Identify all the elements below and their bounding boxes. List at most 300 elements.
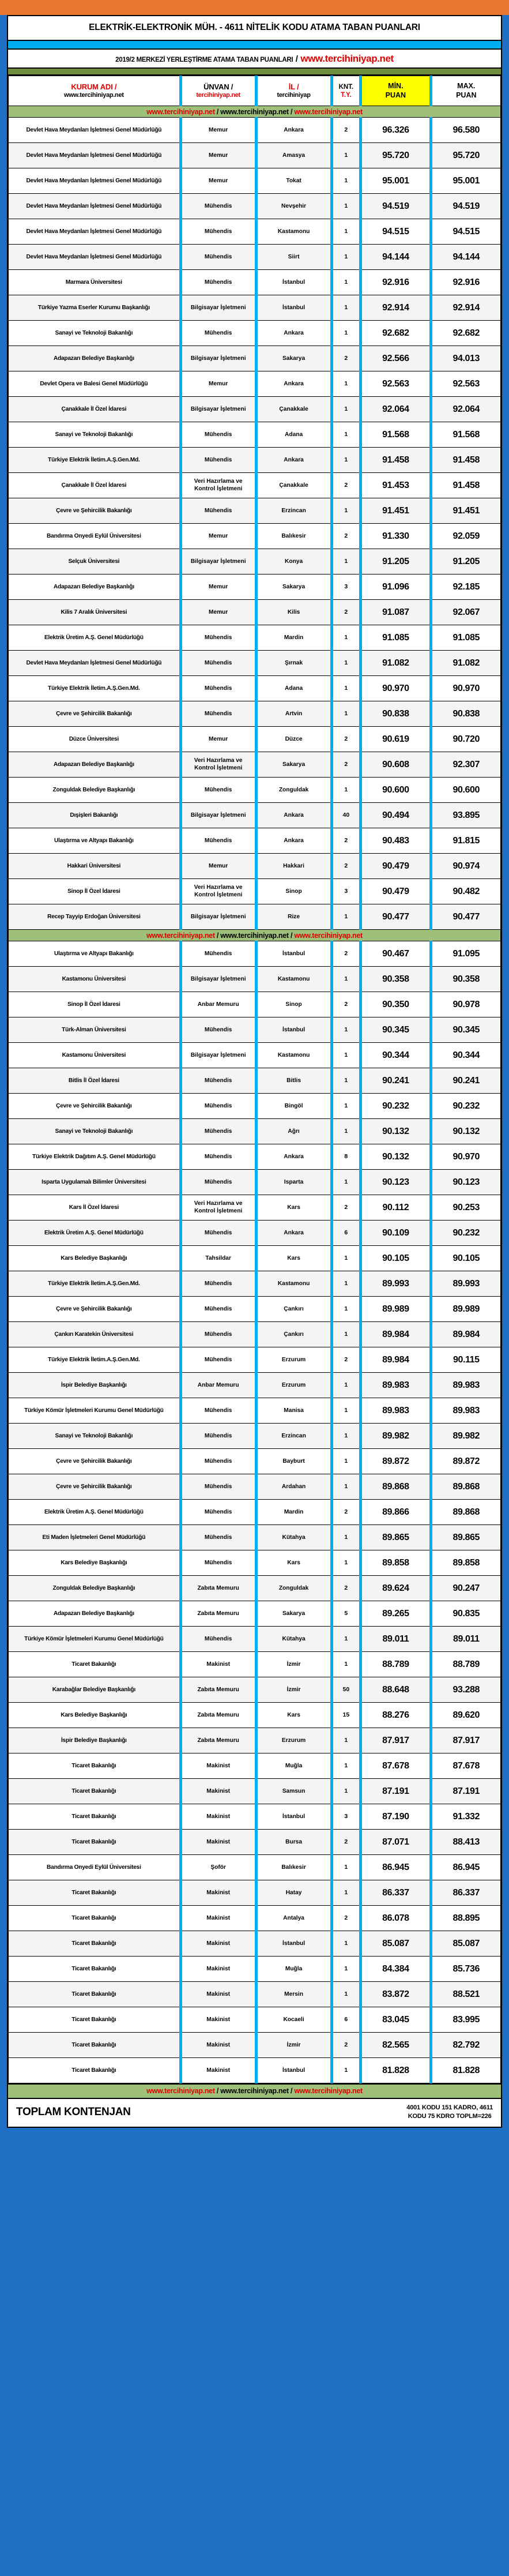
cell-il: Sakarya — [256, 574, 331, 600]
cell-kontenjan: 2 — [331, 118, 361, 143]
table-row — [9, 1322, 501, 1347]
table-row — [9, 1221, 501, 1246]
cell-min-puan: 88.648 — [361, 1677, 431, 1703]
table-row — [9, 1043, 501, 1068]
cell-unvan: Memur — [180, 854, 256, 879]
cell-kurum-adi: Ticaret Bakanlığı — [9, 1957, 181, 1982]
cell-kontenjan: 1 — [331, 1525, 361, 1550]
cell-min-puan: 90.358 — [361, 967, 431, 992]
cell-il: Konya — [256, 549, 331, 574]
cell-kurum-adi: Elektrik Üretim A.Ş. Genel Müdürlüğü — [9, 625, 181, 651]
cell-kurum-adi: Çevre ve Şehircilik Bakanlığı — [9, 1094, 181, 1119]
table-row — [9, 1068, 501, 1094]
cell-kontenjan: 1 — [331, 397, 361, 422]
cell-unvan: Makinist — [180, 1906, 256, 1931]
table-row — [9, 1804, 501, 1830]
cell-kurum-adi: Devlet Hava Meydanları İşletmesi Genel Müdürlüğü — [9, 168, 181, 194]
column-header-max-sub: PUAN — [456, 91, 477, 99]
cell-kurum-adi: Kars Belediye Başkanlığı — [9, 1703, 181, 1728]
cell-kontenjan: 1 — [331, 1880, 361, 1906]
cell-kontenjan: 2 — [331, 1576, 361, 1601]
cell-kontenjan: 1 — [331, 1855, 361, 1880]
page-title: ELEKTRİK-ELEKTRONİK MÜH. - 4611 NİTELİK KODU ATAMA TABAN PUANLARI — [8, 16, 501, 41]
inline-banner-url-1[interactable]: www.tercihiniyap.net — [146, 931, 215, 940]
cell-min-puan: 84.384 — [361, 1957, 431, 1982]
table-row — [9, 778, 501, 803]
cell-il: Mardin — [256, 625, 331, 651]
cell-kontenjan: 1 — [331, 1398, 361, 1424]
cell-unvan: Mühendis — [180, 1550, 256, 1576]
footer-website-banner — [8, 2083, 501, 2099]
cell-il: Çankırı — [256, 1322, 331, 1347]
cell-kurum-adi: Ticaret Bakanlığı — [9, 2033, 181, 2058]
cell-kurum-adi: Ticaret Bakanlığı — [9, 2058, 181, 2083]
column-header-unvan-label: ÜNVAN / — [203, 82, 233, 91]
cell-unvan: Mühendis — [180, 1500, 256, 1525]
cell-min-puan: 89.011 — [361, 1627, 431, 1652]
footer-banner-url-2[interactable]: www.tercihiniyap.net — [220, 2087, 289, 2096]
cell-il: İstanbul — [256, 941, 331, 967]
inline-banner-sep-2: / — [288, 107, 295, 116]
cell-kontenjan: 1 — [331, 1043, 361, 1068]
table-row — [9, 1855, 501, 1880]
cell-il: Erzurum — [256, 1347, 331, 1373]
cell-kurum-adi: Türkiye Elektrik Dağıtım A.Ş. Genel Müdürlüğü — [9, 1144, 181, 1170]
cell-min-puan: 82.565 — [361, 2033, 431, 2058]
cell-il: Ankara — [256, 448, 331, 473]
cell-max-puan: 88.413 — [431, 1830, 500, 1855]
cell-max-puan: 87.191 — [431, 1779, 500, 1804]
cell-unvan: Bilgisayar İşletmeni — [180, 803, 256, 828]
sheet — [7, 15, 502, 2128]
cell-min-puan: 89.984 — [361, 1322, 431, 1347]
cell-max-puan: 90.123 — [431, 1170, 500, 1195]
cell-min-puan: 91.453 — [361, 473, 431, 498]
footer-banner-url-3[interactable]: www.tercihiniyap.net — [294, 2087, 363, 2096]
cell-max-puan: 92.307 — [431, 752, 500, 778]
cell-kontenjan: 1 — [331, 498, 361, 524]
table-row — [9, 168, 501, 194]
cell-kontenjan: 3 — [331, 574, 361, 600]
cell-kurum-adi: Ticaret Bakanlığı — [9, 1804, 181, 1830]
cell-kurum-adi: Ticaret Bakanlığı — [9, 2007, 181, 2033]
inline-banner-url-1[interactable]: www.tercihiniyap.net — [146, 107, 215, 116]
cell-unvan: Mühendis — [180, 1119, 256, 1144]
cell-max-puan: 90.477 — [431, 904, 500, 930]
cell-unvan: Bilgisayar İşletmeni — [180, 549, 256, 574]
table-row — [9, 1119, 501, 1144]
blue-frame — [0, 15, 509, 2128]
cyan-divider — [8, 41, 501, 50]
cell-max-puan: 90.115 — [431, 1347, 500, 1373]
cell-il: Adana — [256, 676, 331, 701]
cell-max-puan: 91.095 — [431, 941, 500, 967]
cell-kontenjan: 2 — [331, 2033, 361, 2058]
cell-min-puan: 92.566 — [361, 346, 431, 371]
cell-kontenjan: 1 — [331, 1728, 361, 1753]
cell-kurum-adi: Çanakkale İl Özel İdaresi — [9, 397, 181, 422]
inline-website-banner-row — [9, 106, 501, 118]
cell-unvan: Memur — [180, 371, 256, 397]
inline-website-banner-row — [9, 930, 501, 941]
cell-il: Adana — [256, 422, 331, 448]
table-row — [9, 828, 501, 854]
cell-min-puan: 90.123 — [361, 1170, 431, 1195]
table-row — [9, 1017, 501, 1043]
cell-max-puan: 90.970 — [431, 1144, 500, 1170]
subtitle-website-link[interactable]: www.tercihiniyap.net — [300, 53, 394, 65]
cell-kontenjan: 1 — [331, 371, 361, 397]
cell-min-puan: 89.865 — [361, 1525, 431, 1550]
table-row — [9, 1779, 501, 1804]
cell-kurum-adi: Adapazarı Belediye Başkanlığı — [9, 1601, 181, 1627]
cell-il: Düzce — [256, 727, 331, 752]
cell-kontenjan: 2 — [331, 828, 361, 854]
column-header-kontenjan — [331, 76, 361, 106]
cell-kontenjan: 1 — [331, 1424, 361, 1449]
footer-banner-url-1[interactable]: www.tercihiniyap.net — [146, 2087, 215, 2096]
cell-kontenjan: 2 — [331, 941, 361, 967]
cell-max-puan: 89.868 — [431, 1500, 500, 1525]
table-row — [9, 245, 501, 270]
cell-kurum-adi: Dışişleri Bakanlığı — [9, 803, 181, 828]
table-row — [9, 1982, 501, 2007]
cell-kontenjan: 2 — [331, 727, 361, 752]
table-row — [9, 194, 501, 219]
cell-max-puan: 88.521 — [431, 1982, 500, 2007]
table-row — [9, 1271, 501, 1297]
cell-il: Antalya — [256, 1906, 331, 1931]
cell-min-puan: 96.326 — [361, 118, 431, 143]
cell-il: Muğla — [256, 1753, 331, 1779]
cell-il: Tokat — [256, 168, 331, 194]
cell-kurum-adi: Çankırı Karatekin Üniversitesi — [9, 1322, 181, 1347]
total-detail-line2: KODU 75 KDRO TOPLM=226 — [408, 2113, 492, 2120]
cell-kontenjan: 15 — [331, 1703, 361, 1728]
cell-kurum-adi: Zonguldak Belediye Başkanlığı — [9, 778, 181, 803]
cell-kurum-adi: Kars İl Özel İdaresi — [9, 1195, 181, 1221]
cell-il: İzmir — [256, 1652, 331, 1677]
cell-unvan: Mühendis — [180, 321, 256, 346]
cell-il: Erzincan — [256, 1424, 331, 1449]
cell-kurum-adi: Türkiye Elektrik İletim.A.Ş.Gen.Md. — [9, 676, 181, 701]
cell-il: Kütahya — [256, 1627, 331, 1652]
cell-min-puan: 89.993 — [361, 1271, 431, 1297]
cell-il: Erzurum — [256, 1373, 331, 1398]
cell-kontenjan: 2 — [331, 600, 361, 625]
top-orange-bar — [0, 0, 509, 15]
cell-il: Kocaeli — [256, 2007, 331, 2033]
cell-unvan: Mühendis — [180, 448, 256, 473]
table-row — [9, 1601, 501, 1627]
cell-kurum-adi: Ulaştırma ve Altyapı Bakanlığı — [9, 941, 181, 967]
column-header-max-label: MAX. — [457, 82, 476, 91]
cell-kurum-adi: Isparta Uygulamalı Bilimler Üniversitesi — [9, 1170, 181, 1195]
cell-kurum-adi: İspir Belediye Başkanlığı — [9, 1728, 181, 1753]
cell-kurum-adi: Ticaret Bakanlığı — [9, 1779, 181, 1804]
cell-kurum-adi: Recep Tayyip Erdoğan Üniversitesi — [9, 904, 181, 930]
cell-min-puan: 83.872 — [361, 1982, 431, 2007]
cell-max-puan: 83.995 — [431, 2007, 500, 2033]
cell-max-puan: 90.838 — [431, 701, 500, 727]
cell-max-puan: 88.895 — [431, 1906, 500, 1931]
cell-min-puan: 90.344 — [361, 1043, 431, 1068]
cell-kontenjan: 1 — [331, 422, 361, 448]
cell-max-puan: 94.144 — [431, 245, 500, 270]
table-row — [9, 651, 501, 676]
cell-max-puan: 89.872 — [431, 1449, 500, 1474]
cell-max-puan: 89.982 — [431, 1424, 500, 1449]
cell-unvan: Makinist — [180, 1931, 256, 1957]
subtitle-separator: / — [295, 54, 298, 65]
cell-il: Zonguldak — [256, 778, 331, 803]
inline-banner-cell — [9, 930, 501, 941]
cell-kontenjan: 3 — [331, 1804, 361, 1830]
table-row — [9, 1144, 501, 1170]
cell-max-puan: 90.232 — [431, 1094, 500, 1119]
cell-kontenjan: 2 — [331, 854, 361, 879]
table-row — [9, 295, 501, 321]
cell-unvan: Mühendis — [180, 498, 256, 524]
cell-kontenjan: 1 — [331, 168, 361, 194]
cell-unvan: Makinist — [180, 1753, 256, 1779]
cell-kurum-adi: Sanayi ve Teknoloji Bakanlığı — [9, 1424, 181, 1449]
cell-il: Samsun — [256, 1779, 331, 1804]
cell-kontenjan: 1 — [331, 219, 361, 245]
inline-banner-url-2[interactable]: www.tercihiniyap.net — [220, 107, 289, 116]
cell-unvan: Mühendis — [180, 1221, 256, 1246]
cell-unvan: Memur — [180, 524, 256, 549]
column-header-il — [256, 76, 331, 106]
cell-max-puan: 82.792 — [431, 2033, 500, 2058]
column-header-unvan — [180, 76, 256, 106]
cell-max-puan: 90.358 — [431, 967, 500, 992]
table-row — [9, 1652, 501, 1677]
cell-kurum-adi: Düzce Üniversitesi — [9, 727, 181, 752]
cell-kontenjan: 1 — [331, 194, 361, 219]
cell-kurum-adi: Adapazarı Belediye Başkanlığı — [9, 752, 181, 778]
cell-il: Ağrı — [256, 1119, 331, 1144]
cell-min-puan: 89.983 — [361, 1373, 431, 1398]
cell-unvan: Bilgisayar İşletmeni — [180, 397, 256, 422]
table-row — [9, 1957, 501, 1982]
inline-banner-url-3[interactable]: www.tercihiniyap.net — [294, 107, 363, 116]
cell-il: Ardahan — [256, 1474, 331, 1500]
cell-il: Erzurum — [256, 1728, 331, 1753]
cell-kurum-adi: Devlet Hava Meydanları İşletmesi Genel Müdürlüğü — [9, 143, 181, 168]
table-row — [9, 941, 501, 967]
table-row — [9, 1525, 501, 1550]
cell-min-puan: 90.350 — [361, 992, 431, 1017]
cell-unvan: Mühendis — [180, 625, 256, 651]
subtitle-bar — [8, 50, 501, 69]
cell-min-puan: 90.345 — [361, 1017, 431, 1043]
cell-kurum-adi: Hakkari Üniversitesi — [9, 854, 181, 879]
cell-kurum-adi: Türkiye Elektrik İletim.A.Ş.Gen.Md. — [9, 448, 181, 473]
column-header-kurum-label: KURUM ADI / — [71, 82, 117, 91]
cell-il: Kastamonu — [256, 967, 331, 992]
cell-unvan: Bilgisayar İşletmeni — [180, 904, 256, 930]
green-divider — [8, 69, 501, 76]
cell-min-puan: 90.600 — [361, 778, 431, 803]
cell-min-puan: 81.828 — [361, 2058, 431, 2083]
inline-banner-sep-2: / — [288, 931, 295, 940]
table-row — [9, 1880, 501, 1906]
cell-min-puan: 89.989 — [361, 1297, 431, 1322]
cell-max-puan: 90.974 — [431, 854, 500, 879]
cell-il: İstanbul — [256, 1931, 331, 1957]
cell-unvan: Memur — [180, 168, 256, 194]
column-header-kurum — [9, 76, 181, 106]
cell-il: Kastamonu — [256, 1043, 331, 1068]
cell-max-puan: 90.482 — [431, 879, 500, 904]
cell-max-puan: 89.620 — [431, 1703, 500, 1728]
cell-unvan: Makinist — [180, 1830, 256, 1855]
inline-banner-url-3[interactable]: www.tercihiniyap.net — [294, 931, 363, 940]
column-header-min-label: MİN. — [388, 82, 404, 91]
cell-max-puan: 89.865 — [431, 1525, 500, 1550]
cell-max-puan: 90.247 — [431, 1576, 500, 1601]
cell-unvan: Bilgisayar İşletmeni — [180, 295, 256, 321]
cell-kurum-adi: Ticaret Bakanlığı — [9, 1931, 181, 1957]
cell-max-puan: 89.868 — [431, 1474, 500, 1500]
cell-kurum-adi: Ticaret Bakanlığı — [9, 1982, 181, 2007]
table-row — [9, 1550, 501, 1576]
inline-banner-url-2[interactable]: www.tercihiniyap.net — [220, 931, 289, 940]
cell-unvan: Anbar Memuru — [180, 992, 256, 1017]
cell-max-puan: 91.458 — [431, 448, 500, 473]
cell-min-puan: 90.132 — [361, 1144, 431, 1170]
cell-kontenjan: 1 — [331, 778, 361, 803]
cell-unvan: Makinist — [180, 1804, 256, 1830]
cell-min-puan: 90.112 — [361, 1195, 431, 1221]
table-row — [9, 1753, 501, 1779]
cell-kontenjan: 1 — [331, 1779, 361, 1804]
table-row — [9, 854, 501, 879]
cell-min-puan: 89.983 — [361, 1398, 431, 1424]
cell-kurum-adi: Ticaret Bakanlığı — [9, 1652, 181, 1677]
column-header-max-puan — [431, 76, 500, 106]
cell-unvan: Memur — [180, 118, 256, 143]
cell-min-puan: 90.109 — [361, 1221, 431, 1246]
cell-kurum-adi: Türkiye Kömür İşletmeleri Kurumu Genel Müdürlüğü — [9, 1627, 181, 1652]
cell-kontenjan: 50 — [331, 1677, 361, 1703]
cell-max-puan: 90.720 — [431, 727, 500, 752]
cell-il: Amasya — [256, 143, 331, 168]
cell-kontenjan: 1 — [331, 1550, 361, 1576]
cell-min-puan: 87.678 — [361, 1753, 431, 1779]
cell-kurum-adi: Türk-Alman Üniversitesi — [9, 1017, 181, 1043]
cell-min-puan: 90.494 — [361, 803, 431, 828]
cell-kurum-adi: Bandırma Onyedi Eylül Üniversitesi — [9, 1855, 181, 1880]
cell-kurum-adi: Sanayi ve Teknoloji Bakanlığı — [9, 1119, 181, 1144]
cell-min-puan: 91.096 — [361, 574, 431, 600]
cell-min-puan: 91.085 — [361, 625, 431, 651]
column-header-unvan-url: tercihiniyap.net — [196, 92, 240, 99]
table-row — [9, 1500, 501, 1525]
cell-kontenjan: 1 — [331, 1474, 361, 1500]
cell-kurum-adi: Çevre ve Şehircilik Bakanlığı — [9, 498, 181, 524]
cell-kontenjan: 1 — [331, 245, 361, 270]
column-header-il-label: İL / — [288, 82, 299, 91]
cell-max-puan: 85.736 — [431, 1957, 500, 1982]
cell-min-puan: 92.916 — [361, 270, 431, 295]
cell-max-puan: 89.983 — [431, 1373, 500, 1398]
cell-max-puan: 90.835 — [431, 1601, 500, 1627]
cell-min-puan: 94.519 — [361, 194, 431, 219]
cell-max-puan: 85.087 — [431, 1931, 500, 1957]
cell-kurum-adi: Çevre ve Şehircilik Bakanlığı — [9, 1449, 181, 1474]
cell-unvan: Makinist — [180, 2007, 256, 2033]
cell-min-puan: 90.467 — [361, 941, 431, 967]
cell-min-puan: 95.720 — [361, 143, 431, 168]
cell-min-puan: 88.276 — [361, 1703, 431, 1728]
table-row — [9, 422, 501, 448]
cell-max-puan: 91.085 — [431, 625, 500, 651]
cell-kontenjan: 2 — [331, 1500, 361, 1525]
cell-unvan: Bilgisayar İşletmeni — [180, 346, 256, 371]
cell-min-puan: 89.984 — [361, 1347, 431, 1373]
cell-kontenjan: 2 — [331, 346, 361, 371]
cell-min-puan: 83.045 — [361, 2007, 431, 2033]
cell-il: Bursa — [256, 1830, 331, 1855]
cell-kurum-adi: Türkiye Elektrik İletim.A.Ş.Gen.Md. — [9, 1347, 181, 1373]
cell-unvan: Zabıta Memuru — [180, 1576, 256, 1601]
cell-kontenjan: 1 — [331, 1982, 361, 2007]
table-row — [9, 1449, 501, 1474]
cell-kurum-adi: Selçuk Üniversitesi — [9, 549, 181, 574]
cell-min-puan: 91.458 — [361, 448, 431, 473]
cell-il: Bingöl — [256, 1094, 331, 1119]
cell-max-puan: 89.983 — [431, 1398, 500, 1424]
total-kontenjan-detail — [406, 2104, 493, 2121]
cell-kontenjan: 2 — [331, 1830, 361, 1855]
cell-unvan: Tahsildar — [180, 1246, 256, 1271]
cell-kurum-adi: Ticaret Bakanlığı — [9, 1880, 181, 1906]
cell-max-puan: 90.132 — [431, 1119, 500, 1144]
table-row — [9, 803, 501, 828]
cell-max-puan: 91.568 — [431, 422, 500, 448]
cell-kontenjan: 2 — [331, 524, 361, 549]
cell-il: Şırnak — [256, 651, 331, 676]
cell-il: Ankara — [256, 828, 331, 854]
cell-kontenjan: 6 — [331, 2007, 361, 2033]
cell-unvan: Mühendis — [180, 651, 256, 676]
cell-kontenjan: 1 — [331, 1322, 361, 1347]
cell-il: Kars — [256, 1703, 331, 1728]
table-row — [9, 904, 501, 930]
cell-kontenjan: 1 — [331, 1449, 361, 1474]
cell-il: İstanbul — [256, 1804, 331, 1830]
table-row — [9, 1703, 501, 1728]
cell-max-puan: 96.580 — [431, 118, 500, 143]
cell-il: Kastamonu — [256, 219, 331, 245]
table-row — [9, 1297, 501, 1322]
cell-unvan: Veri Hazırlama ve Kontrol İşletmeni — [180, 879, 256, 904]
cell-min-puan: 86.945 — [361, 1855, 431, 1880]
cell-max-puan: 91.815 — [431, 828, 500, 854]
cell-il: Kütahya — [256, 1525, 331, 1550]
cell-kurum-adi: Kastamonu Üniversitesi — [9, 967, 181, 992]
table-row — [9, 1576, 501, 1601]
cell-unvan: Makinist — [180, 1880, 256, 1906]
cell-kurum-adi: Sanayi ve Teknoloji Bakanlığı — [9, 422, 181, 448]
cell-min-puan: 91.451 — [361, 498, 431, 524]
cell-max-puan: 91.332 — [431, 1804, 500, 1830]
cell-il: Balıkesir — [256, 1855, 331, 1880]
cell-il: Sakarya — [256, 1601, 331, 1627]
cell-max-puan: 90.241 — [431, 1068, 500, 1094]
